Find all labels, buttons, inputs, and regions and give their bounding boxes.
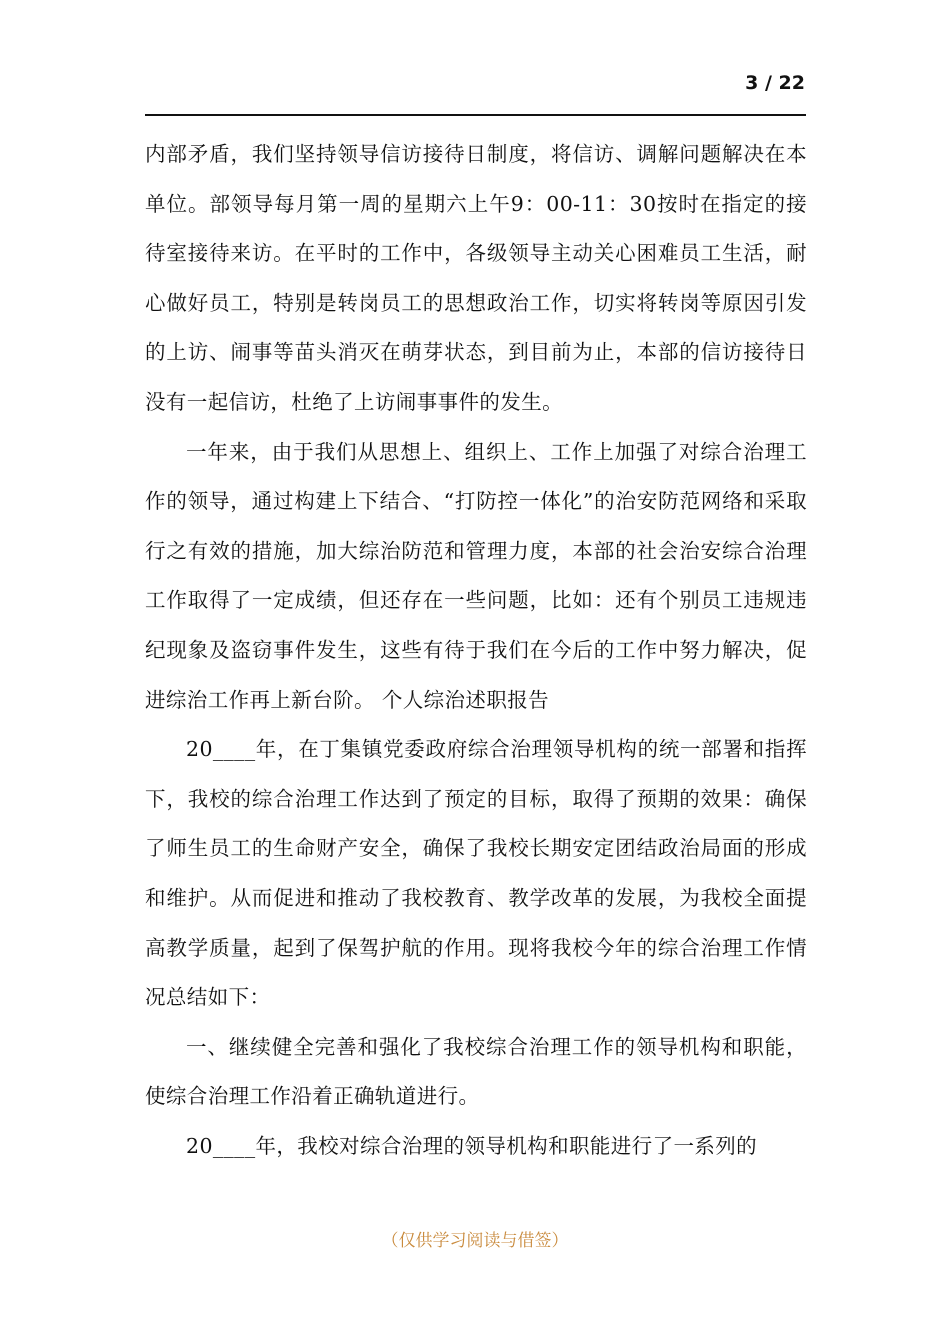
- paragraph-5: 20____年，我校对综合治理的领导机构和职能进行了一系列的: [186, 1133, 758, 1158]
- paragraph-1: 内部矛盾，我们坚持领导信访接待日制度，将信访、调解问题解决在本单位。部领导每月第一周的星期六上午9：00-11：30按时在指定的接待室接待来访。在平时的工作中，各级领导主动关心困难员工生活，耐心做好员工，特别是转岗员工的思想政治工作，切实将转岗等原因引发的上访、闹事等苗头消灭在萌芽状态，到目前为止，本部的信访接待日没有一起信访，杜绝了上访闹事事件的发生。: [145, 142, 807, 414]
- paragraph-4: 一、继续健全完善和强化了我校综合治理工作的领导机构和职能，使综合治理工作沿着正确轨道进行。: [145, 1034, 807, 1109]
- header-divider: [145, 114, 806, 116]
- document-body: [145, 130, 807, 1171]
- footer-note: （仅供学习阅读与借签）: [381, 1231, 569, 1251]
- paragraph-3: 20____年，在丁集镇党委政府综合治理领导机构的统一部署和指挥下，我校的综合治理工作达到了预定的目标，取得了预期的效果：确保了师生员工的生命财产安全，确保了我校长期安定团结政治局面的形成和维护。从而促进和推动了我校教育、教学改革的发展，为我校全面提高教学质量，起到了保驾护航的作用。现将我校今年的综合治理工作情况总结如下：: [145, 737, 807, 1010]
- paragraph-2: 一年来，由于我们从思想上、组织上、工作上加强了对综合治理工作的领导，通过构建上下结合、“打防控一体化”的治安防范网络和采取行之有效的措施，加大综治防范和管理力度，本部的社会治安综合治理工作取得了一定成绩，但还存在一些问题，比如：还有个别员工违规违纪现象及盗窃事件发生，这些有待于我们在今后的工作中努力解决，促进综治工作再上新台阶。 个人综治述职报告: [145, 439, 807, 712]
- page-number: 3 / 22: [745, 72, 805, 94]
